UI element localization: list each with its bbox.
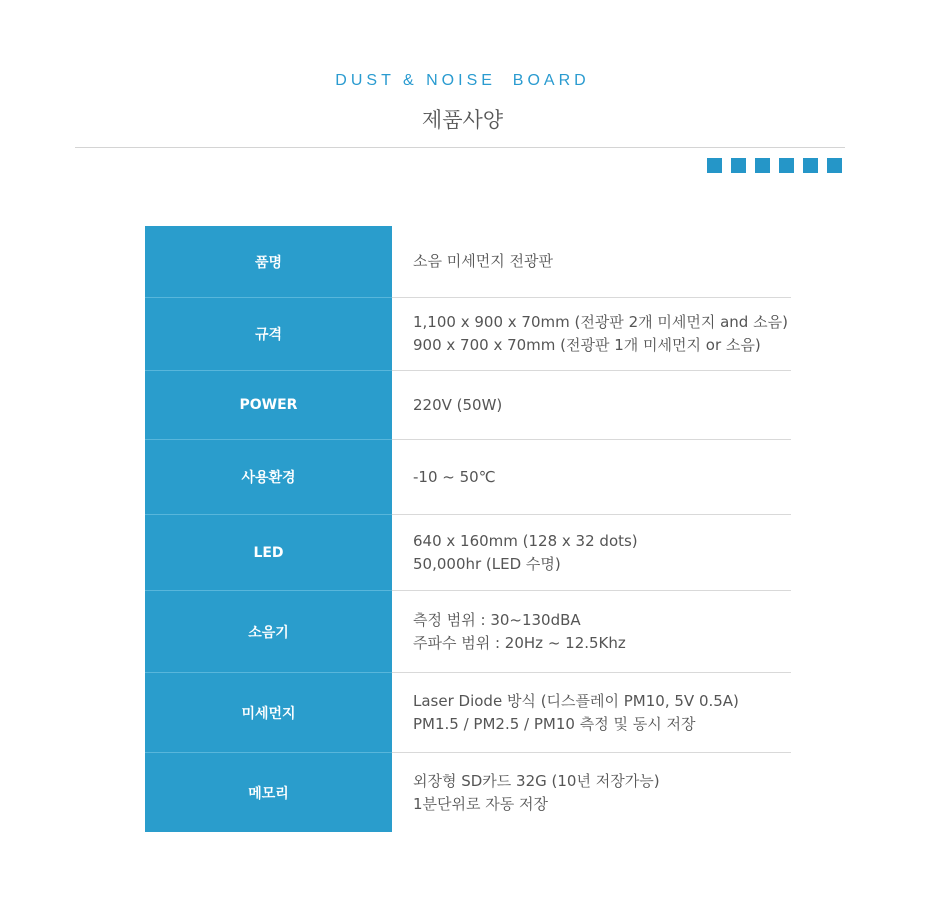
spec-row-environment <box>145 439 791 514</box>
spec-label: 품명 <box>145 226 392 297</box>
spec-value: 외장형 SD카드 32G (10년 저장가능) <box>413 771 660 790</box>
decorative-square <box>731 158 746 173</box>
spec-value: -10 ~ 50℃ <box>413 467 496 486</box>
section-subtitle: DUST & NOISE BOARD <box>335 72 590 89</box>
spec-value: PM1.5 / PM2.5 / PM10 측정 및 동시 저장 <box>413 714 696 733</box>
spec-label: POWER <box>145 370 392 439</box>
spec-label: 소음기 <box>145 590 392 672</box>
spec-label: 미세먼지 <box>145 672 392 752</box>
spec-value: 주파수 범위 : 20Hz ~ 12.5Khz <box>413 633 626 652</box>
spec-value: 측정 범위 : 30~130dBA <box>413 610 581 629</box>
spec-value: 50,000hr (LED 수명) <box>413 554 561 573</box>
spec-values <box>392 753 791 832</box>
decorative-square <box>755 158 770 173</box>
spec-values <box>392 371 791 439</box>
spec-row-memory <box>145 752 791 832</box>
spec-label: 메모리 <box>145 752 392 832</box>
decorative-square <box>779 158 794 173</box>
spec-values <box>392 226 791 297</box>
decorative-square <box>707 158 722 173</box>
page-title: 제품사양 <box>421 108 504 132</box>
spec-value: 640 x 160mm (128 x 32 dots) <box>413 531 638 550</box>
spec-label: 규격 <box>145 297 392 370</box>
title-divider <box>75 147 845 148</box>
spec-row-noise-meter <box>145 590 791 672</box>
spec-value: 220V (50W) <box>413 395 503 414</box>
spec-value: 900 x 700 x 70mm (전광판 1개 미세먼지 or 소음) <box>413 336 761 354</box>
spec-row-fine-dust <box>145 672 791 752</box>
spec-row-power <box>145 370 791 439</box>
decorative-square <box>803 158 818 173</box>
spec-values <box>392 440 791 514</box>
spec-values <box>392 515 791 590</box>
spec-value: 1분단위로 자동 저장 <box>413 794 549 813</box>
spec-row-product-name <box>145 226 791 297</box>
spec-values <box>392 298 791 370</box>
spec-values <box>392 591 791 672</box>
spec-value: 소음 미세먼지 전광판 <box>413 252 553 270</box>
spec-values <box>392 673 791 752</box>
spec-value: Laser Diode 방식 (디스플레이 PM10, 5V 0.5A) <box>413 691 739 710</box>
spec-label: LED <box>145 514 392 590</box>
spec-table <box>145 226 791 832</box>
spec-value: 1,100 x 900 x 70mm (전광판 2개 미세먼지 and 소음) <box>413 313 788 331</box>
spec-row-led <box>145 514 791 590</box>
spec-label: 사용환경 <box>145 439 392 514</box>
decorative-squares <box>707 158 842 173</box>
spec-row-size <box>145 297 791 370</box>
decorative-square <box>827 158 842 173</box>
